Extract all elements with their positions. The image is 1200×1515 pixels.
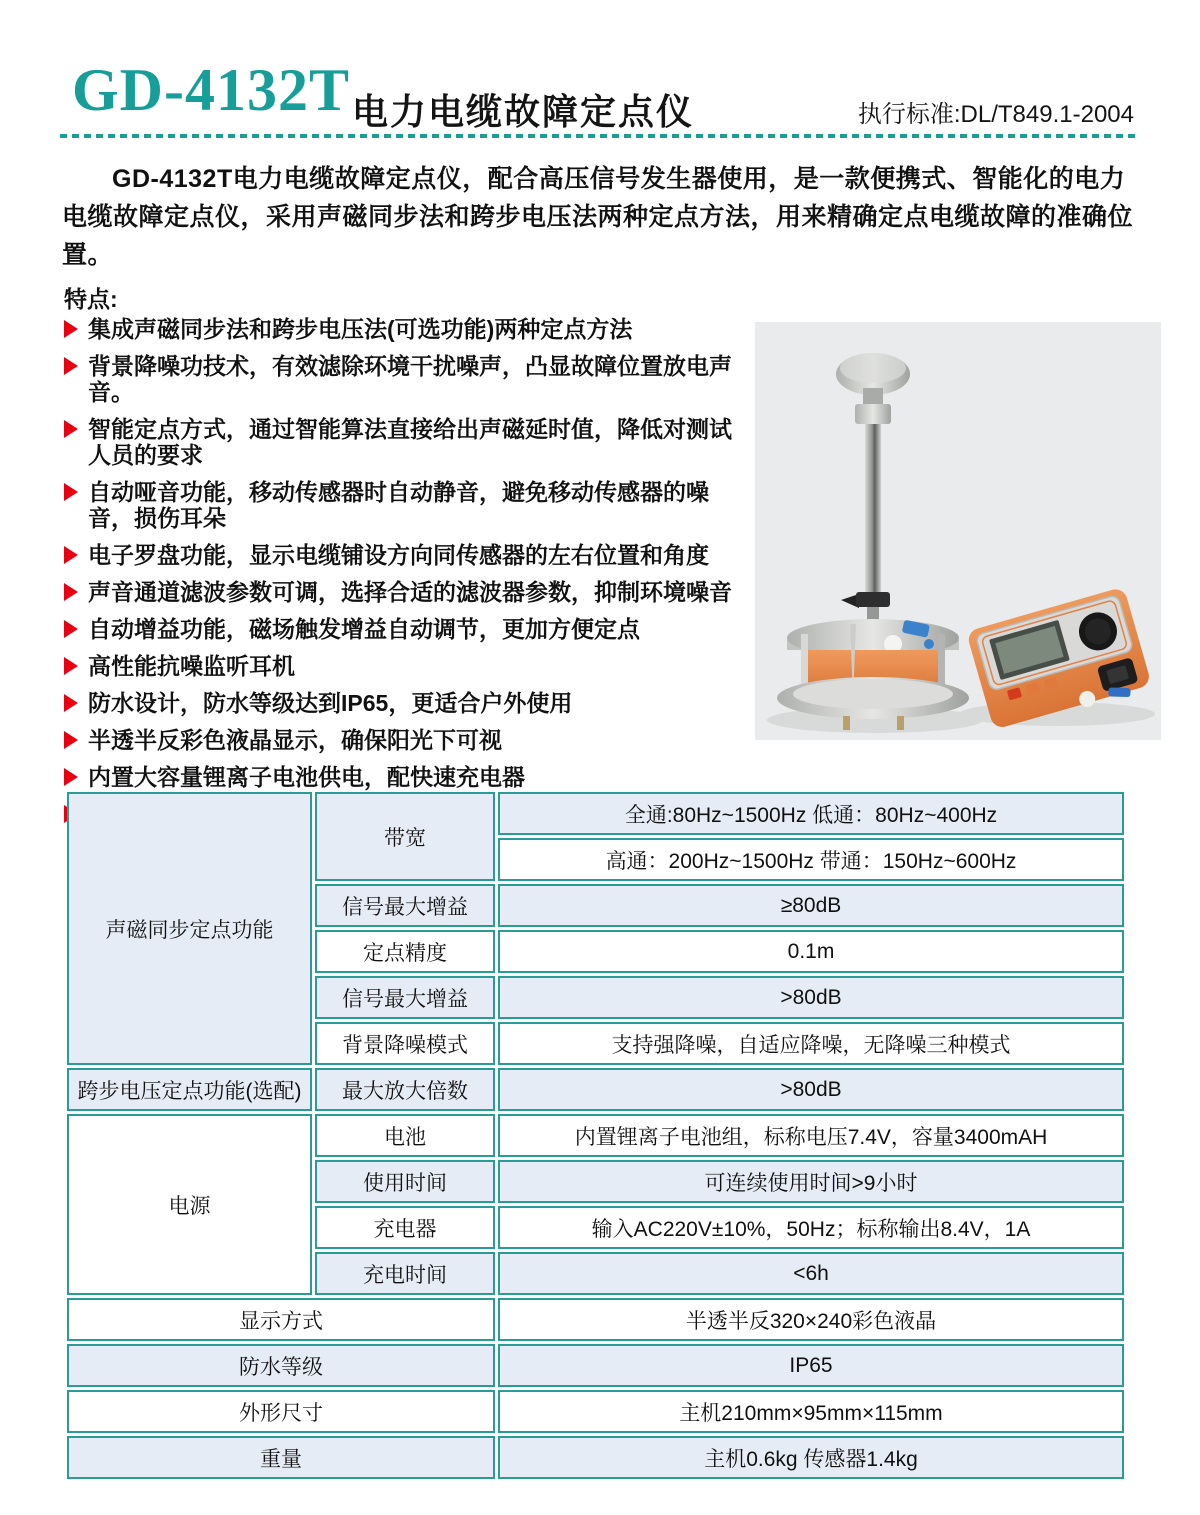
- table-row: [67, 792, 1124, 835]
- feature-item: [64, 653, 754, 679]
- feature-text: 防水设计，防水等级达到IP65，更适合户外使用: [88, 690, 573, 716]
- feature-text: 内置大容量锂离子电池供电，配快速充电器: [88, 764, 525, 790]
- table-row: [67, 1068, 1124, 1111]
- feature-item: [64, 479, 754, 531]
- spec-label-cell: 定点精度: [315, 930, 495, 973]
- spec-value-cell: ≥80dB: [498, 884, 1124, 927]
- feature-item: [64, 316, 754, 342]
- table-row: [67, 1436, 1124, 1479]
- spec-label-cell: 显示方式: [67, 1298, 495, 1341]
- spec-value-cell: 0.1m: [498, 930, 1124, 973]
- triangle-bullet-icon: [64, 483, 78, 501]
- feature-item: [64, 579, 754, 605]
- spec-label-cell: 充电时间: [315, 1252, 495, 1295]
- feature-text: 自动哑音功能，移动传感器时自动静音，避免移动传感器的噪音，损伤耳朵: [88, 479, 709, 531]
- spec-value-cell: 主机0.6kg 传感器1.4kg: [498, 1436, 1124, 1479]
- triangle-bullet-icon: [64, 694, 78, 712]
- triangle-bullet-icon: [64, 731, 78, 749]
- spec-value-cell: 高通：200Hz~1500Hz 带通：150Hz~600Hz: [498, 838, 1124, 881]
- spec-table: [64, 789, 1127, 1482]
- feature-text: 声音通道滤波参数可调，选择合适的滤波器参数，抑制环境噪音: [88, 579, 732, 605]
- product-model: GD-4132T: [72, 57, 350, 123]
- intro-paragraph: GD-4132T电力电缆故障定点仪，配合高压信号发生器使用，是一款便携式、智能化的电力电缆故障定点仪，采用声磁同步法和跨步电压法两种定点方法，用来精确定点电缆故障的准确位置。: [62, 165, 1134, 269]
- spec-label-cell: 背景降噪模式: [315, 1022, 495, 1065]
- spec-value-cell: 全通:80Hz~1500Hz 低通：80Hz~400Hz: [498, 792, 1124, 835]
- feature-item: [64, 727, 754, 753]
- device-illustration: [755, 322, 1161, 740]
- standard-reference: 执行标准:DL/T849.1-2004: [857, 101, 1134, 128]
- feature-text: 自动增益功能，磁场触发增益自动调节，更加方便定点: [88, 616, 640, 642]
- spec-value-cell: 半透半反320×240彩色液晶: [498, 1298, 1124, 1341]
- feature-item: [64, 616, 754, 642]
- triangle-bullet-icon: [64, 583, 78, 601]
- spec-label-cell: 充电器: [315, 1206, 495, 1249]
- spec-label-cell: 信号最大增益: [315, 884, 495, 927]
- spec-value-cell: <6h: [498, 1252, 1124, 1295]
- spec-label-cell: 电池: [315, 1114, 495, 1157]
- spec-label-cell: 防水等级: [67, 1344, 495, 1387]
- feature-item: [64, 690, 754, 716]
- features-heading: 特点:: [64, 286, 118, 312]
- table-row: [67, 1114, 1124, 1157]
- triangle-bullet-icon: [64, 320, 78, 338]
- triangle-bullet-icon: [64, 768, 78, 786]
- feature-text: 高性能抗噪监听耳机: [88, 653, 295, 679]
- spec-value-cell: 可连续使用时间>9小时: [498, 1160, 1124, 1203]
- triangle-bullet-icon: [64, 657, 78, 675]
- feature-text: 电子罗盘功能，显示电缆铺设方向同传感器的左右位置和角度: [88, 542, 709, 568]
- triangle-bullet-icon: [64, 620, 78, 638]
- feature-item: [64, 416, 754, 468]
- feature-list: [64, 316, 754, 838]
- triangle-bullet-icon: [64, 357, 78, 375]
- spec-label-cell: 重量: [67, 1436, 495, 1479]
- triangle-bullet-icon: [64, 420, 78, 438]
- spec-group-cell: 电源: [67, 1114, 312, 1295]
- spec-value-cell: 主机210mm×95mm×115mm: [498, 1390, 1124, 1433]
- spec-value-cell: >80dB: [498, 1068, 1124, 1111]
- spec-value-cell: 支持强降噪，自适应降噪，无降噪三种模式: [498, 1022, 1124, 1065]
- page-title: 电力电缆故障定点仪: [352, 91, 695, 132]
- feature-text: 集成声磁同步法和跨步电压法(可选功能)两种定点方法: [88, 316, 633, 342]
- spec-value-cell: 输入AC220V±10%，50Hz；标称输出8.4V，1A: [498, 1206, 1124, 1249]
- feature-item: [64, 353, 754, 405]
- spec-label-cell: 使用时间: [315, 1160, 495, 1203]
- table-row: [67, 1298, 1124, 1341]
- product-photo: [755, 322, 1161, 740]
- spec-group-cell: 声磁同步定点功能: [67, 792, 312, 1065]
- feature-text: 智能定点方式，通过智能算法直接给出声磁延时值，降低对测试人员的要求: [88, 416, 732, 468]
- spec-label-cell: 带宽: [315, 792, 495, 881]
- triangle-bullet-icon: [64, 546, 78, 564]
- feature-item: [64, 764, 754, 790]
- feature-text: 半透半反彩色液晶显示，确保阳光下可视: [88, 727, 502, 753]
- feature-text: 背景降噪功技术，有效滤除环境干扰噪声，凸显故障位置放电声音。: [88, 353, 732, 405]
- feature-item: [64, 542, 754, 568]
- spec-label-cell: 外形尺寸: [67, 1390, 495, 1433]
- dashed-divider: [60, 134, 1138, 138]
- spec-label-cell: 最大放大倍数: [315, 1068, 495, 1111]
- table-row: [67, 1344, 1124, 1387]
- spec-label-cell: 信号最大增益: [315, 976, 495, 1019]
- table-row: [67, 1390, 1124, 1433]
- spec-value-cell: >80dB: [498, 976, 1124, 1019]
- spec-value-cell: IP65: [498, 1344, 1124, 1387]
- spec-value-cell: 内置锂离子电池组，标称电压7.4V，容量3400mAH: [498, 1114, 1124, 1157]
- spec-group-cell: 跨步电压定点功能(选配): [67, 1068, 312, 1111]
